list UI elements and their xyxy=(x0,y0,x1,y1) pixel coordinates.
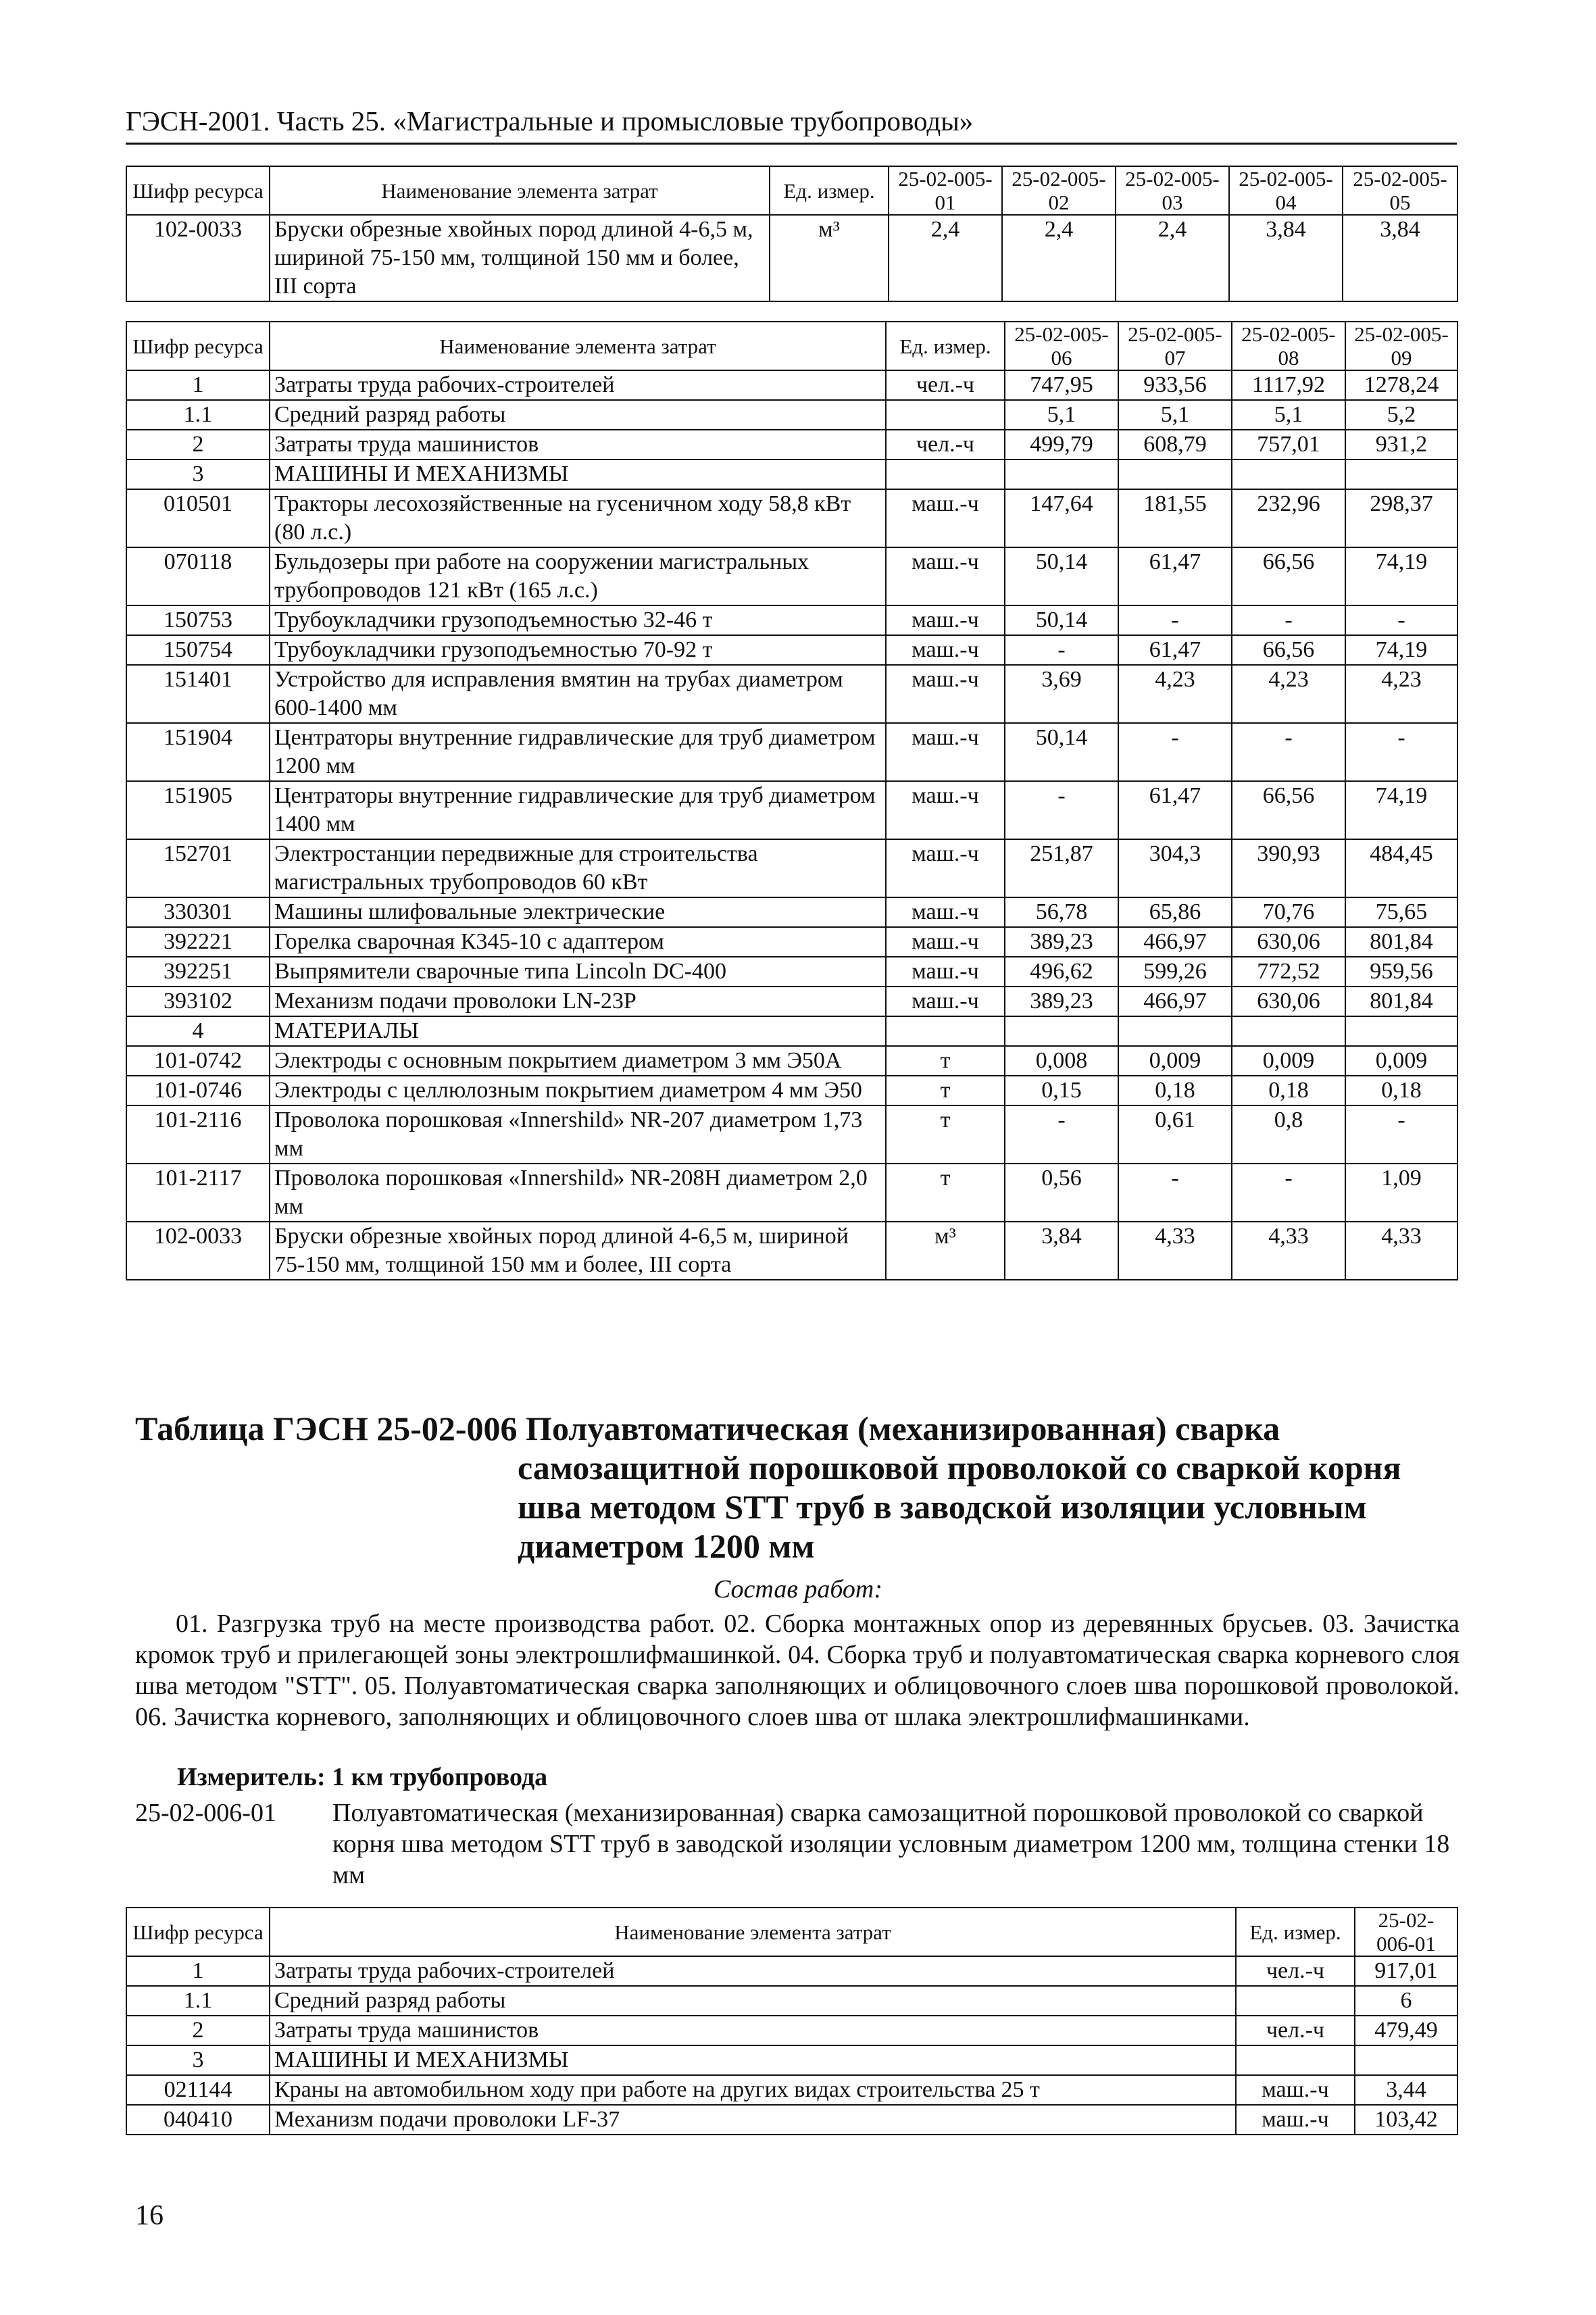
value-cell: 4,33 xyxy=(1232,1222,1345,1280)
cost-element-name-cell: Трубоукладчики грузоподъемностью 70-92 т xyxy=(270,635,886,665)
unit-cell xyxy=(886,400,1005,430)
resource-code-cell: 1 xyxy=(126,370,270,400)
resource-code-cell: 101-0746 xyxy=(126,1076,270,1105)
value-cell: 6 xyxy=(1355,1986,1457,2016)
unit-cell: чел.-ч xyxy=(886,430,1005,459)
table-row xyxy=(126,2075,1457,2105)
resource-code-cell: 4 xyxy=(126,1016,270,1046)
value-cell: 0,8 xyxy=(1232,1105,1345,1164)
table-row xyxy=(126,839,1457,897)
resource-code-cell: 101-2116 xyxy=(126,1105,270,1164)
value-cell: 5,2 xyxy=(1345,400,1457,430)
resource-code-cell: 3 xyxy=(126,2045,270,2075)
value-cell: 5,1 xyxy=(1118,400,1232,430)
resource-code-cell: 151401 xyxy=(126,665,270,723)
column-header: 25-02-005-05 xyxy=(1343,166,1457,215)
value-cell: 61,47 xyxy=(1118,547,1232,605)
value-cell: 599,26 xyxy=(1118,957,1232,987)
value-cell: 0,56 xyxy=(1005,1164,1118,1222)
value-cell: 66,56 xyxy=(1232,635,1345,665)
column-header: 25-02-005-09 xyxy=(1345,322,1457,370)
column-header: Шифр ресурса xyxy=(126,166,270,215)
works-composition-text: 01. Разгрузка труб на месте производства работ. 02. Сборка монтажных опор из деревянных брусьев. 03. Зачистка кромок труб и прилегающей зоны электрошлифмашинкой. 04. Сборка труб и полуавтоматическая сварка корневого слоя шва методом "STT". 05. Полуавтоматическая сварка заполняющих и облицовочного слоев шва порошковой проволокой. 06. Зачистка корневого, заполняющих и облицовочного слоев шва от шлака электрошлифмашинками. xyxy=(135,1610,1460,1731)
unit-cell: маш.-ч xyxy=(1236,2075,1355,2105)
table-row xyxy=(126,1956,1457,1986)
value-cell: 747,95 xyxy=(1005,370,1118,400)
resource-code-cell: 102-0033 xyxy=(126,1222,270,1280)
unit-cell: маш.-ч xyxy=(886,489,1005,547)
unit-cell: маш.-ч xyxy=(886,957,1005,987)
value-cell: 251,87 xyxy=(1005,839,1118,897)
value-cell: 103,42 xyxy=(1355,2105,1457,2135)
unit-cell: м³ xyxy=(886,1222,1005,1280)
column-header: 25-02-005-06 xyxy=(1005,322,1118,370)
value-cell: 931,2 xyxy=(1345,430,1457,459)
value-cell: 484,45 xyxy=(1345,839,1457,897)
resource-code-cell: 393102 xyxy=(126,987,270,1016)
value-cell: 0,61 xyxy=(1118,1105,1232,1164)
resource-code-cell: 152701 xyxy=(126,839,270,897)
page-header: ГЭСН-2001. Часть 25. «Магистральные и промысловые трубопроводы» xyxy=(126,105,1457,145)
table-row xyxy=(126,2045,1457,2075)
value-cell: - xyxy=(1345,605,1457,635)
cost-element-name-cell: Краны на автомобильном ходу при работе на других видах строительства 25 т xyxy=(270,2075,1236,2105)
value-cell: 630,06 xyxy=(1232,987,1345,1016)
value-cell xyxy=(1005,459,1118,489)
table-25-02-006-01 xyxy=(126,1907,1458,2135)
value-cell: 70,76 xyxy=(1232,897,1345,927)
cost-element-name-cell: Центраторы внутренние гидравлические для труб диаметром 1400 мм xyxy=(270,781,886,839)
value-cell: 61,47 xyxy=(1118,781,1232,839)
unit-cell: маш.-ч xyxy=(886,781,1005,839)
table-title-rest: самозащитной порошковой проволокой со сваркой корня шва методом STT труб в заводской изоляции условным диаметром 1200 мм xyxy=(518,1449,1401,1565)
cost-element-name-cell: Машины шлифовальные электрические xyxy=(270,897,886,927)
resource-code-cell: 102-0033 xyxy=(126,215,270,301)
cost-element-name-cell: Бруски обрезные хвойных пород длиной 4-6,5 м, шириной 75-150 мм, толщиной 150 мм и более, III сорта xyxy=(270,1222,886,1280)
value-cell: - xyxy=(1118,723,1232,781)
value-cell: 66,56 xyxy=(1232,781,1345,839)
table-row xyxy=(126,547,1457,605)
cost-element-name-cell: Механизм подачи проволоки LF-37 xyxy=(270,2105,1236,2135)
value-cell: 0,18 xyxy=(1232,1076,1345,1105)
value-cell: 50,14 xyxy=(1005,605,1118,635)
resource-code-cell: 3 xyxy=(126,459,270,489)
table-row xyxy=(126,400,1457,430)
table-header-row xyxy=(126,1908,1457,1956)
column-header: Наименование элемента затрат xyxy=(270,166,770,215)
value-cell: 4,23 xyxy=(1345,665,1457,723)
resource-code-cell: 392221 xyxy=(126,927,270,957)
resource-code-cell: 150754 xyxy=(126,635,270,665)
table-row xyxy=(126,2016,1457,2045)
table-title xyxy=(135,1409,1460,1566)
column-header: Наименование элемента затрат xyxy=(270,1908,1236,1956)
value-cell xyxy=(1005,1016,1118,1046)
value-cell: - xyxy=(1118,1164,1232,1222)
cost-element-name-cell: МАШИНЫ И МЕХАНИЗМЫ xyxy=(270,2045,1236,2075)
value-cell xyxy=(1345,459,1457,489)
cost-element-name-cell: Трубоукладчики грузоподъемностью 32-46 т xyxy=(270,605,886,635)
value-cell: 1,09 xyxy=(1345,1164,1457,1222)
cost-element-name-cell: Затраты труда машинистов xyxy=(270,430,886,459)
unit-cell: м³ xyxy=(770,215,889,301)
cost-element-name-cell: Выпрямители сварочные типа Lincoln DC-400 xyxy=(270,957,886,987)
table-row xyxy=(126,781,1457,839)
value-cell: 4,23 xyxy=(1232,665,1345,723)
page-number: 16 xyxy=(135,2200,164,2231)
cost-element-name-cell: Электростанции передвижные для строительства магистральных трубопроводов 60 кВт xyxy=(270,839,886,897)
table-header-row xyxy=(126,322,1457,370)
cost-element-name-cell: Бруски обрезные хвойных пород длиной 4-6,5 м, шириной 75-150 мм, толщиной 150 мм и более, III сорта xyxy=(270,215,770,301)
value-cell: 61,47 xyxy=(1118,635,1232,665)
value-cell: 0,15 xyxy=(1005,1076,1118,1105)
measurement-unit: Измеритель: 1 км трубопровода xyxy=(177,1763,548,1791)
unit-cell: маш.-ч xyxy=(886,665,1005,723)
column-header: 25-02-005-03 xyxy=(1116,166,1229,215)
value-cell: 0,009 xyxy=(1232,1046,1345,1076)
table-row xyxy=(126,897,1457,927)
resource-code-cell: 2 xyxy=(126,430,270,459)
value-cell: 801,84 xyxy=(1345,987,1457,1016)
value-cell: 304,3 xyxy=(1118,839,1232,897)
table-row xyxy=(126,1046,1457,1076)
value-cell: 2,4 xyxy=(1002,215,1116,301)
table-row xyxy=(126,459,1457,489)
table-row xyxy=(126,927,1457,957)
resource-code-cell: 151904 xyxy=(126,723,270,781)
value-cell: 3,84 xyxy=(1005,1222,1118,1280)
table-row xyxy=(126,1076,1457,1105)
value-cell: 50,14 xyxy=(1005,547,1118,605)
table-row xyxy=(126,2105,1457,2135)
unit-cell: чел.-ч xyxy=(1236,2016,1355,2045)
value-cell: 496,62 xyxy=(1005,957,1118,987)
value-cell: 65,86 xyxy=(1118,897,1232,927)
table-row xyxy=(126,1986,1457,2016)
value-cell: - xyxy=(1345,723,1457,781)
resource-code-cell: 1 xyxy=(126,1956,270,1986)
value-cell: 757,01 xyxy=(1232,430,1345,459)
column-header: 25-02-005-02 xyxy=(1002,166,1116,215)
table-row xyxy=(126,1016,1457,1046)
column-header: Ед. измер. xyxy=(886,322,1005,370)
cost-element-name-cell: Центраторы внутренние гидравлические для труб диаметром 1200 мм xyxy=(270,723,886,781)
value-cell: 298,37 xyxy=(1345,489,1457,547)
value-cell: 466,97 xyxy=(1118,987,1232,1016)
value-cell: 74,19 xyxy=(1345,635,1457,665)
value-cell: 0,009 xyxy=(1345,1046,1457,1076)
column-header: 25-02-005-08 xyxy=(1232,322,1345,370)
cost-element-name-cell: Проволока порошковая «Innershild» NR-207 диаметром 1,73 мм xyxy=(270,1105,886,1164)
value-cell: 5,1 xyxy=(1005,400,1118,430)
resource-code-cell: 151905 xyxy=(126,781,270,839)
value-cell: - xyxy=(1232,605,1345,635)
column-header: 25-02-005-01 xyxy=(889,166,1002,215)
table-row xyxy=(126,489,1457,547)
cost-element-name-cell: Проволока порошковая «Innershild» NR-208H диаметром 2,0 мм xyxy=(270,1164,886,1222)
value-cell: 0,008 xyxy=(1005,1046,1118,1076)
table-row xyxy=(126,605,1457,635)
resource-code-cell: 330301 xyxy=(126,897,270,927)
value-cell: 630,06 xyxy=(1232,927,1345,957)
cost-element-name-cell: Затраты труда рабочих-строителей xyxy=(270,370,886,400)
value-cell: 2,4 xyxy=(1116,215,1229,301)
table-row xyxy=(126,723,1457,781)
table-25-02-005-01-05 xyxy=(126,166,1458,302)
value-cell xyxy=(1232,1016,1345,1046)
value-cell: 5,1 xyxy=(1232,400,1345,430)
column-header: 25-02-005-04 xyxy=(1229,166,1343,215)
table-row xyxy=(126,665,1457,723)
table-row xyxy=(126,1222,1457,1280)
cost-element-name-cell: Электроды с основным покрытием диаметром 3 мм Э50А xyxy=(270,1046,886,1076)
value-cell: 0,18 xyxy=(1345,1076,1457,1105)
value-cell: 933,56 xyxy=(1118,370,1232,400)
value-cell: 479,49 xyxy=(1355,2016,1457,2045)
value-cell xyxy=(1118,459,1232,489)
value-cell: - xyxy=(1232,1164,1345,1222)
unit-cell xyxy=(1236,2045,1355,2075)
column-header: 25-02-006-01 xyxy=(1355,1908,1457,1956)
column-header: 25-02-005-07 xyxy=(1118,322,1232,370)
value-cell: 3,84 xyxy=(1343,215,1457,301)
unit-cell xyxy=(886,1016,1005,1046)
cost-element-name-cell: Средний разряд работы xyxy=(270,1986,1236,2016)
value-cell: 50,14 xyxy=(1005,723,1118,781)
item-description: Полуавтоматическая (механизированная) сварка самозащитной порошковой проволокой со сваркой корня шва методом STT труб в заводской изоляции условным диаметром 1200 мм, толщина стенки 18 мм xyxy=(332,1799,1450,1889)
unit-cell: маш.-ч xyxy=(886,635,1005,665)
table-row xyxy=(126,370,1457,400)
unit-cell: чел.-ч xyxy=(886,370,1005,400)
value-cell: 499,79 xyxy=(1005,430,1118,459)
value-cell: 608,79 xyxy=(1118,430,1232,459)
resource-code-cell: 070118 xyxy=(126,547,270,605)
unit-cell: чел.-ч xyxy=(1236,1956,1355,1986)
value-cell: - xyxy=(1005,1105,1118,1164)
value-cell: 3,44 xyxy=(1355,2075,1457,2105)
cost-element-name-cell: Горелка сварочная К345-10 с адаптером xyxy=(270,927,886,957)
value-cell: 3,69 xyxy=(1005,665,1118,723)
value-cell: 917,01 xyxy=(1355,1956,1457,1986)
value-cell: - xyxy=(1232,723,1345,781)
value-cell: 389,23 xyxy=(1005,987,1118,1016)
cost-element-name-cell: Тракторы лесохозяйственные на гусеничном ходу 58,8 кВт (80 л.с.) xyxy=(270,489,886,547)
value-cell: 74,19 xyxy=(1345,547,1457,605)
value-cell: 56,78 xyxy=(1005,897,1118,927)
value-cell: 4,33 xyxy=(1118,1222,1232,1280)
value-cell xyxy=(1355,2045,1457,2075)
unit-cell: т xyxy=(886,1105,1005,1164)
resource-code-cell: 101-2117 xyxy=(126,1164,270,1222)
table-row xyxy=(126,1105,1457,1164)
table-row xyxy=(126,635,1457,665)
value-cell: 3,84 xyxy=(1229,215,1343,301)
resource-code-cell: 392251 xyxy=(126,957,270,987)
value-cell: 1278,24 xyxy=(1345,370,1457,400)
unit-cell: маш.-ч xyxy=(886,987,1005,1016)
value-cell: 466,97 xyxy=(1118,927,1232,957)
unit-cell: т xyxy=(886,1076,1005,1105)
resource-code-cell: 010501 xyxy=(126,489,270,547)
cost-element-name-cell: МАШИНЫ И МЕХАНИЗМЫ xyxy=(270,459,886,489)
unit-cell xyxy=(1236,1986,1355,2016)
resource-code-cell: 1.1 xyxy=(126,1986,270,2016)
resource-code-cell: 2 xyxy=(126,2016,270,2045)
column-header: Шифр ресурса xyxy=(126,322,270,370)
value-cell: 66,56 xyxy=(1232,547,1345,605)
value-cell: 772,52 xyxy=(1232,957,1345,987)
value-cell xyxy=(1118,1016,1232,1046)
value-cell: - xyxy=(1005,781,1118,839)
value-cell: 75,65 xyxy=(1345,897,1457,927)
value-cell xyxy=(1232,459,1345,489)
column-header: Ед. измер. xyxy=(770,166,889,215)
column-header: Ед. измер. xyxy=(1236,1908,1355,1956)
value-cell: 74,19 xyxy=(1345,781,1457,839)
unit-cell: маш.-ч xyxy=(886,897,1005,927)
value-cell: 0,18 xyxy=(1118,1076,1232,1105)
value-cell: - xyxy=(1118,605,1232,635)
table-header-row xyxy=(126,166,1457,215)
value-cell: 4,23 xyxy=(1118,665,1232,723)
cost-element-name-cell: Средний разряд работы xyxy=(270,400,886,430)
value-cell: 147,64 xyxy=(1005,489,1118,547)
table-row xyxy=(126,957,1457,987)
resource-code-cell: 040410 xyxy=(126,2105,270,2135)
unit-cell: т xyxy=(886,1046,1005,1076)
value-cell: 1117,92 xyxy=(1232,370,1345,400)
value-cell xyxy=(1345,1016,1457,1046)
table-row xyxy=(126,1164,1457,1222)
resource-code-cell: 101-0742 xyxy=(126,1046,270,1076)
value-cell: 959,56 xyxy=(1345,957,1457,987)
works-composition-label: Состав работ: xyxy=(713,1575,883,1603)
resource-code-cell: 1.1 xyxy=(126,400,270,430)
unit-cell: маш.-ч xyxy=(886,605,1005,635)
unit-cell: маш.-ч xyxy=(886,927,1005,957)
value-cell: 389,23 xyxy=(1005,927,1118,957)
cost-element-name-cell: Устройство для исправления вмятин на трубах диаметром 600-1400 мм xyxy=(270,665,886,723)
table-row xyxy=(126,987,1457,1016)
table-title-line1: Таблица ГЭСН 25-02-006 Полуавтоматическая (механизированная) сварка xyxy=(135,1410,1280,1447)
unit-cell: маш.-ч xyxy=(1236,2105,1355,2135)
table-25-02-005-06-09 xyxy=(126,321,1458,1280)
cost-element-name-cell: Затраты труда рабочих-строителей xyxy=(270,1956,1236,1986)
unit-cell: маш.-ч xyxy=(886,839,1005,897)
table-row xyxy=(126,215,1457,301)
unit-cell xyxy=(886,459,1005,489)
resource-code-cell: 150753 xyxy=(126,605,270,635)
resource-code-cell: 021144 xyxy=(126,2075,270,2105)
value-cell: 801,84 xyxy=(1345,927,1457,957)
table-row xyxy=(126,430,1457,459)
cost-element-name-cell: Бульдозеры при работе на сооружении магистральных трубопроводов 121 кВт (165 л.с.) xyxy=(270,547,886,605)
cost-element-name-cell: Затраты труда машинистов xyxy=(270,2016,1236,2045)
unit-cell: т xyxy=(886,1164,1005,1222)
value-cell: - xyxy=(1345,1105,1457,1164)
value-cell: 181,55 xyxy=(1118,489,1232,547)
value-cell: 2,4 xyxy=(889,215,1002,301)
cost-element-name-cell: Механизм подачи проволоки LN-23P xyxy=(270,987,886,1016)
value-cell: - xyxy=(1005,635,1118,665)
cost-element-name-cell: Электроды с целлюлозным покрытием диаметром 4 мм Э50 xyxy=(270,1076,886,1105)
column-header: Шифр ресурса xyxy=(126,1908,270,1956)
item-code: 25-02-006-01 xyxy=(135,1799,276,1827)
cost-element-name-cell: МАТЕРИАЛЫ xyxy=(270,1016,886,1046)
value-cell: 390,93 xyxy=(1232,839,1345,897)
column-header: Наименование элемента затрат xyxy=(270,322,886,370)
unit-cell: маш.-ч xyxy=(886,723,1005,781)
unit-cell: маш.-ч xyxy=(886,547,1005,605)
value-cell: 4,33 xyxy=(1345,1222,1457,1280)
value-cell: 0,009 xyxy=(1118,1046,1232,1076)
value-cell: 232,96 xyxy=(1232,489,1345,547)
